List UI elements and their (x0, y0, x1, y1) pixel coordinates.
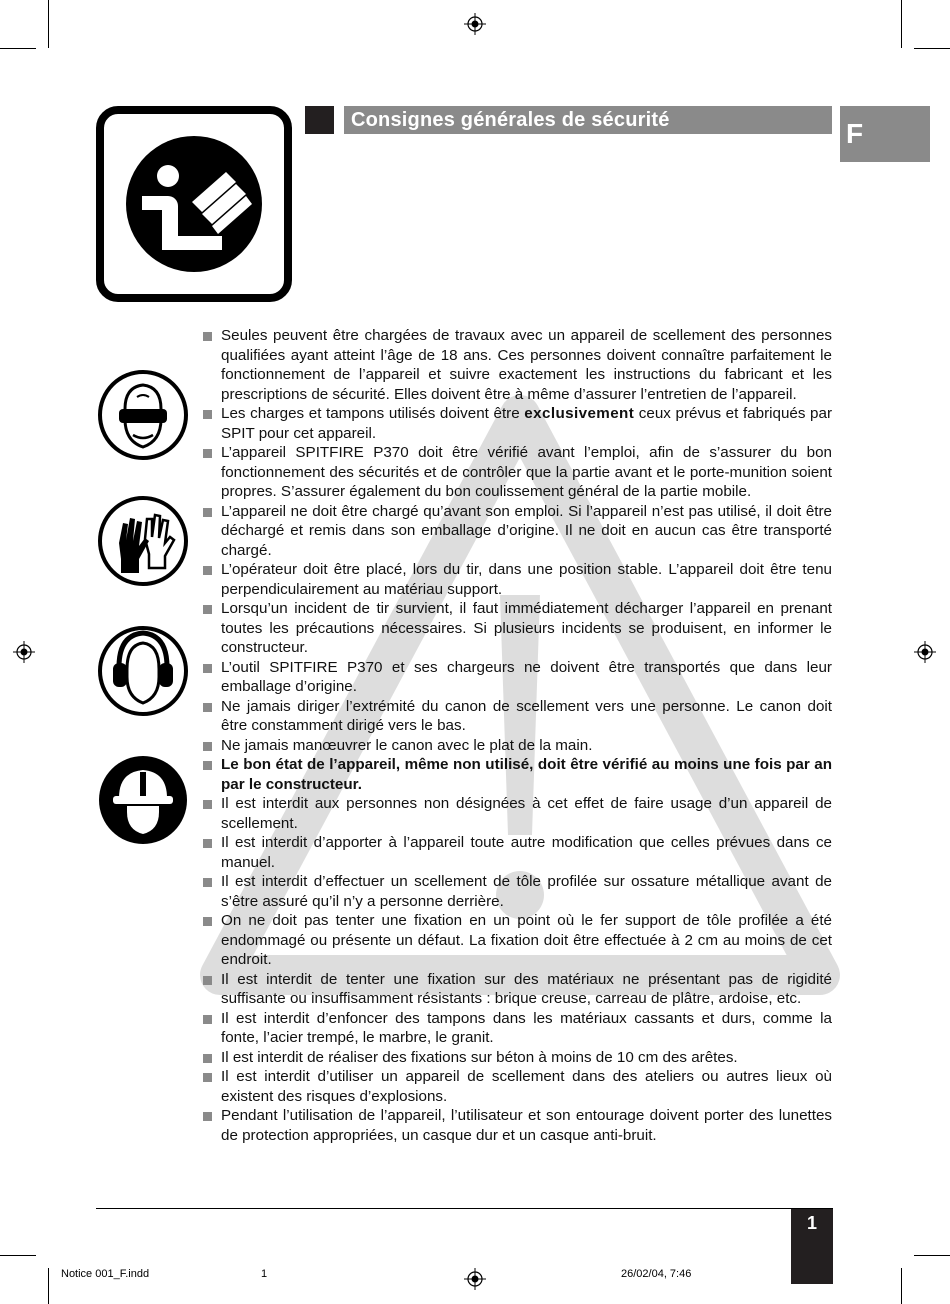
bullet-icon (203, 1112, 212, 1121)
list-item: Il est interdit d’utiliser un appareil de scellement dans des ateliers ou autres lieux où existent des risques d’explosions. (203, 1067, 832, 1106)
list-item: Les charges et tampons utilisés doivent être exclusivement ceux prévus et fabriqués par SPIT pour cet appareil. (203, 404, 832, 443)
list-item: Ne jamais manœuvrer le canon avec le plat de la main. (203, 736, 832, 756)
bullet-icon (203, 1073, 212, 1082)
emphasis: exclusivement (524, 405, 635, 422)
bullet-icon (203, 508, 212, 517)
registration-mark-icon (13, 641, 35, 663)
list-item: Il est interdit d’apporter à l’appareil toute autre modification que celles prévues dans ce manuel. (203, 833, 832, 872)
list-item: Il est interdit aux personnes non désignées à cet effet de faire usage d’un appareil de scellement. (203, 794, 832, 833)
slug-date: 26/02/04, 7:46 (621, 1268, 692, 1280)
bullet-icon (203, 566, 212, 575)
registration-mark-icon (914, 641, 936, 663)
title-marker (305, 106, 334, 134)
list-item: L’appareil ne doit être chargé qu’avant son emploi. Si l’appareil n’est pas utilisé, il doit être déchargé et remis dans son emballage d’origine. Il ne doit en aucun cas être transporté chargé. (203, 502, 832, 561)
ear-protection-icon (97, 625, 189, 717)
list-item: Seules peuvent être chargées de travaux avec un appareil de scellement des personnes qualifiées ayant atteint l’âge de 18 ans. Ces personnes doivent connaître parfaitement le fonctionnement de l’appareil et suivre exactement les instructions du fabricant et les prescriptions de sécurité. Elles doivent être à même d’assurer l’entretien de l’appareil. (203, 326, 832, 404)
list-item: L’opérateur doit être placé, lors du tir, dans une position stable. L’appareil doit être tenu perpendiculairement au matériau support. (203, 560, 832, 599)
crop-mark (901, 0, 902, 48)
bullet-icon (203, 1054, 212, 1063)
slug-page: 1 (261, 1268, 268, 1280)
registration-mark-icon (464, 1268, 486, 1290)
registration-mark-icon (464, 13, 486, 35)
bullet-icon (203, 449, 212, 458)
page-number: 1 (791, 1209, 833, 1284)
language-tab: F (840, 106, 930, 162)
crop-mark (914, 1255, 950, 1256)
hard-hat-icon (97, 754, 189, 846)
list-item: On ne doit pas tenter une fixation en un point où le fer support de tôle profilée a été endommagé ou présente un défaut. La fixation doit être effectuée à 2 cm au moins de cet endroit. (203, 911, 832, 970)
list-item: L’outil SPITFIRE P370 et ses chargeurs ne doivent être transportés que dans leur emballage d’origine. (203, 658, 832, 697)
slug-filename: Notice 001_F.indd (61, 1268, 150, 1280)
section-title: Consignes générales de sécurité (344, 106, 832, 134)
bullet-icon (203, 332, 212, 341)
list-item: Il est interdit de tenter une fixation sur des matériaux ne présentant pas de rigidité suffisante ou insuffisamment résistants : brique creuse, carreau de plâtre, ardoise, etc. (203, 970, 832, 1009)
crop-mark (48, 0, 49, 48)
read-manual-icon (96, 106, 292, 302)
list-item: L’appareil SPITFIRE P370 doit être vérifié avant l’emploi, afin de s’assurer du bon fonctionnement des sécurités et de contrôler que la partie avant et le porte-munition soient propres. S’assurer également du bon coulissement général de la partie mobile. (203, 443, 832, 502)
bullet-icon (203, 761, 212, 770)
crop-mark (0, 48, 36, 49)
bullet-icon (203, 1015, 212, 1024)
crop-mark (914, 48, 950, 49)
bullet-icon (203, 742, 212, 751)
safety-instructions (203, 326, 832, 1145)
list-item: Il est interdit d’enfoncer des tampons dans les matériaux cassants et durs, comme la fonte, l’acier trempé, le marbre, le granit. (203, 1009, 832, 1048)
list-item: Il est interdit de réaliser des fixations sur béton à moins de 10 cm des arêtes. (203, 1048, 832, 1068)
bullet-icon (203, 878, 212, 887)
safety-gloves-icon (97, 495, 189, 587)
bullet-icon (203, 839, 212, 848)
list-item: Ne jamais diriger l’extrémité du canon de scellement vers une personne. Le canon doit être constamment dirigé vers le bas. (203, 697, 832, 736)
list-item: Le bon état de l’appareil, même non utilisé, doit être vérifié au moins une fois par an par le constructeur. (203, 755, 832, 794)
bullet-icon (203, 976, 212, 985)
crop-mark (901, 1268, 902, 1304)
bullet-icon (203, 410, 212, 419)
bullet-icon (203, 703, 212, 712)
list-item: Il est interdit d’effectuer un scellement de tôle profilée sur ossature métallique avant de s’être assuré qu’il n’y a personne derrière. (203, 872, 832, 911)
bullet-icon (203, 800, 212, 809)
bullet-icon (203, 605, 212, 614)
footer-rule (96, 1208, 833, 1209)
instruction-list (203, 326, 832, 1145)
bullet-icon (203, 917, 212, 926)
safety-glasses-icon (97, 369, 189, 461)
crop-mark (48, 1268, 49, 1304)
crop-mark (0, 1255, 36, 1256)
list-item: Lorsqu’un incident de tir survient, il faut immédiatement décharger l’appareil en prenant toutes les précautions nécessaires. Si plusieurs incidents se produisent, en informer le constructeur. (203, 599, 832, 658)
bullet-icon (203, 664, 212, 673)
list-item: Pendant l’utilisation de l’appareil, l’utilisateur et son entourage doivent porter des lunettes de protection appropriées, un casque dur et un casque anti-bruit. (203, 1106, 832, 1145)
